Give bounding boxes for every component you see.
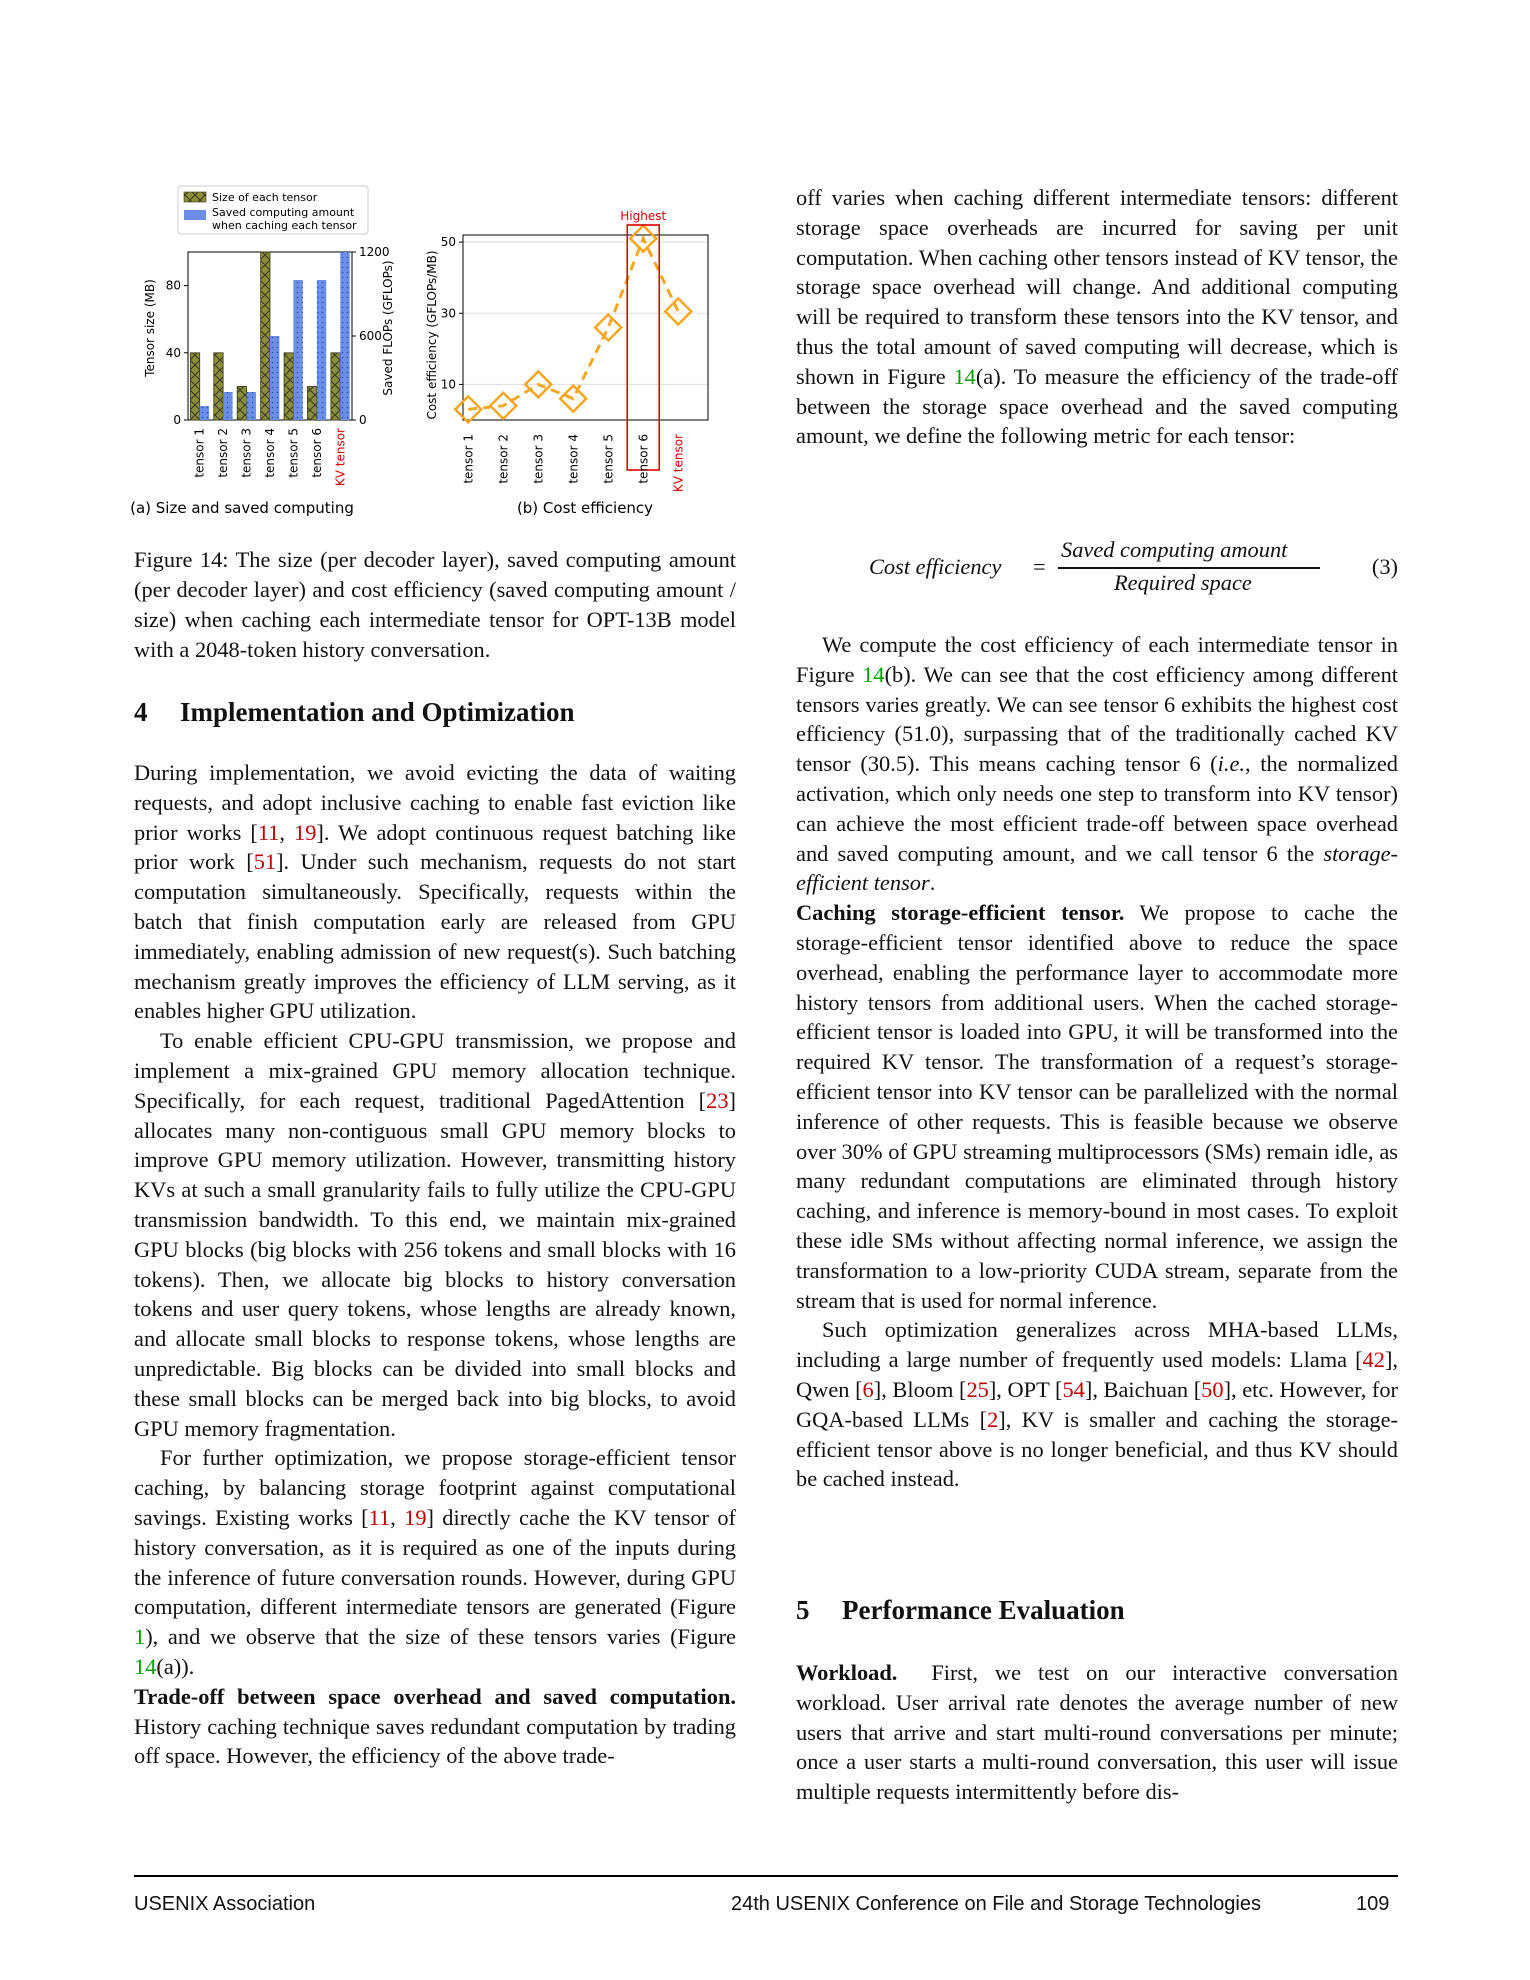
citation-link[interactable]: 2 [987,1406,999,1432]
chart-a-bars [190,252,349,420]
figure-link[interactable]: 14 [953,363,976,389]
chart-b-ticks [441,235,686,492]
size-bar-hatch [190,353,199,420]
left-column [134,758,736,1771]
tradeoff-heading: Trade-off between space overhead and saved computation. [134,1683,736,1709]
citation-link[interactable]: 50 [1201,1376,1224,1402]
section-5-number: 5 [796,1595,810,1625]
flops-bar-dots [270,336,279,420]
paragraph-r3: Such optimization generalizes across MHA-based LLMs, including a large number of frequently used models: Llama [42], Qwen [6], Bloom [25], OPT [54], Baichuan [50], etc. However, for GQA-based LLMs [2], KV is smaller and caching the storage-efficient tensor above is no longer beneficial, and thus KV should be cached instead. [796,1317,1399,1492]
chart-a [130,186,395,517]
section-4-number: 4 [134,697,148,727]
citation-link[interactable]: 19 [404,1504,427,1530]
x-tick-label: tensor 2 [216,428,231,478]
series-line [468,239,678,410]
x-tick-label: tensor 1 [192,428,207,478]
data-point [595,315,621,341]
x-tick-label: tensor 1 [461,434,476,484]
flops-bar-dots [223,392,232,420]
citation-link[interactable]: 19 [294,819,317,845]
flops-bar-dots [247,392,256,420]
y-tick-label: 40 [165,345,181,360]
legend-label: Size of each tensor [212,191,318,204]
x-tick-label: KV tensor [333,428,348,487]
section-5-title: Performance Evaluation [842,1595,1125,1625]
figure-link[interactable]: 14 [134,1653,157,1679]
size-bar-hatch [214,353,223,420]
equation-numerator: Saved computing amount [1061,537,1288,562]
x-tick-label: tensor 6 [309,428,324,478]
citation-link[interactable]: 23 [706,1087,729,1113]
equation-denominator: Required space [1114,570,1252,595]
x-tick-label: tensor 4 [566,434,581,484]
y-tick-label: 80 [165,278,181,293]
flops-bar-dots [340,252,349,420]
citation-link[interactable]: 11 [257,819,280,845]
chart-b-ylabel: Cost efficiency (GFLOPs/MB) [425,250,439,420]
x-tick-label: tensor 5 [286,428,301,478]
size-bar-hatch [331,353,340,420]
chart-b-frame [463,235,708,420]
size-bar-hatch [237,386,246,420]
paragraph-s4-3: For further optimization, we propose storage-efficient tensor caching, by balancing storage footprint against computational savings. Existing works [11, 19] directly cache the KV tensor of history conversation, as it is required as one of the inputs during the inference of future conversation rounds. However, during GPU computation, different intermediate tensors are generated (Figure 1), and we observe that the size of these tensors varies (Figure 14(a)). [134,1445,736,1679]
equation-number: (3) [1371,554,1398,579]
x-tick-label: KV tensor [671,434,686,493]
section-4-title: Implementation and Optimization [180,697,575,727]
paragraph-r2: We compute the cost efficiency of each intermediate tensor in Figure 14(b). We can see that the cost efficiency among different tensors varies greatly. We can see tensor 6 exhibits the highest cost efficiency (51.0), surpassing that of the traditionally cached KV tensor (30.5). This means caching tensor 6 (i.e., the normalized activation, which only needs one step to transform into KV tensor) can achieve the most efficient trade-off between space overhead and saved computing amount, and we call tensor 6 the storage-efficient tensor. [796,632,1398,896]
paragraph-s4-2: To enable efficient CPU-GPU transmission, we propose and implement a mix-grained GPU memory allocation technique. Specifically, for each request, traditional PagedAttention [23] allocates many non-contiguous small GPU memory blocks to improve GPU memory utilization. However, transmitting history KVs at such a small granularity fails to fully utilize the CPU-GPU transmission bandwidth. To this end, we maintain mix-grained GPU blocks (big blocks with 256 tokens and small blocks with 16 tokens). Then, we allocate big blocks to history conversation tokens and user query tokens, whose lengths are already known, and allocate small blocks to response tokens, whose lengths are unpredictable. Big blocks can be divided into small blocks and these small blocks can be merged back into big blocks, to avoid GPU memory fragmentation. [134,1028,736,1441]
equation-3 [796,533,1398,603]
paragraph-s4-1: During implementation, we avoid evicting the data of waiting requests, and adopt inclusive caching to enable fast eviction like prior works [11, 19]. We adopt continuous request batching like prior work [51]. Under such mechanism, requests do not start computation simultaneously. Specifically, requests within the batch that finish computation early are released from GPU immediately, enabling admission of new request(s). Such batching mechanism greatly improves the efficiency of LLM serving, as it enables higher GPU utilization. [134,760,736,1024]
citation-link[interactable]: 25 [966,1376,989,1402]
chart-a-ylabel: Tensor size (MB) [143,279,157,377]
equation-equals: = [1033,554,1046,579]
workload-paragraph: Workload. First, we test on our interactive conversation workload. User arrival rate denotes the average number of new users that arrive and start multi-round conversations per minute; once a user starts a multi-round conversation, this user will issue multiple requests intermittently before dis- [796,1660,1398,1805]
paragraph-r1: off varies when caching different intermediate tensors: different storage space overheads are incurred for saving per unit computation. When caching other tensors instead of KV tensor, the storage space overhead will change. And additional computing will be required to transform these tensors into the KV tensor, and thus the total amount of saved computing will decrease, which is shown in Figure 14(a). To measure the efficiency of the trade-off between the storage space overhead and the saved computing amount, we define the following metric for each tensor: [796,185,1398,449]
figure-link[interactable]: 14 [862,661,885,687]
right-column-body [796,630,1398,1494]
flops-bar-dots [200,406,209,420]
y-tick-label: 30 [440,306,456,321]
subcaption-a: (a) Size and saved computing [130,499,354,517]
citation-link[interactable]: 54 [1062,1376,1085,1402]
figure-14 [130,180,740,525]
chart-b-axes [463,235,708,420]
y2-tick-label: 0 [359,413,367,427]
equation-lhs: Cost efficiency [869,554,1002,579]
legend-swatch-size-hatch [184,192,206,202]
flops-bar-dots [317,280,326,420]
highest-annotation: Highest [620,209,667,223]
right-column-top [796,183,1398,451]
highlight-box [627,225,659,470]
citation-link[interactable]: 6 [862,1376,874,1402]
chart-b [425,209,708,517]
workload-heading: Workload. [796,1660,898,1685]
y-tick-label: 50 [440,235,456,250]
footer-center: 24th USENIX Conference on File and Storage Technologies [731,1893,1261,1915]
fraction-bar [1058,567,1320,569]
flops-bar-dots [293,280,302,420]
y2-tick-label: 600 [359,329,382,343]
size-bar-hatch [261,252,270,420]
citation-link[interactable]: 51 [253,849,277,875]
y-tick-label: 10 [440,377,456,392]
y2-tick-label: 1200 [359,245,390,259]
size-bar-hatch [284,353,293,420]
section-4-heading [134,697,575,728]
x-tick-label: tensor 6 [636,434,651,484]
legend-label: when caching each tensor [212,219,357,232]
figure-link[interactable]: 1 [134,1624,146,1650]
y-tick-label: 0 [173,413,181,427]
x-tick-label: tensor 5 [601,434,616,484]
citation-link[interactable]: 42 [1362,1347,1385,1373]
chart-a-y2label: Saved FLOPs (GFLOPs) [381,260,395,396]
x-tick-label: tensor 3 [239,428,254,478]
paragraph-caching: Caching storage-efficient tensor. We propose to cache the storage-efficient tensor identified above to reduce the space overhead, enabling the performance layer to accommodate more history tensors from additional users. When the cached storage-efficient tensor is loaded into GPU, it will be transformed into the required KV tensor. The transformation of a request’s storage-efficient tensor into KV tensor can be parallelized with the normal inference of other requests. This is feasible because we observe over 30% of GPU streaming multiprocessors (SMs) remain idle, as many redundant computations are eliminated through history caching, and inference is memory-bound in most cases. To exploit these idle SMs without affecting normal inference, we assign the transformation to a low-priority CUDA stream, separate from the stream that is used for normal inference. [796,900,1398,1313]
x-tick-label: tensor 4 [263,428,277,478]
legend-label: Saved computing amount [212,206,355,219]
x-tick-label: tensor 3 [531,434,546,484]
data-point [665,298,691,324]
legend-swatch-flops [184,210,206,220]
figure-caption: Figure 14: The size (per decoder layer), saved computing amount (per decoder layer) and cost efficiency (saved computing amount / size) when caching each intermediate tensor for OPT-13B model with a 2048-token history conversation. [134,547,736,662]
x-tick-label: tensor 2 [496,434,511,484]
footer-rule [134,1875,1398,1877]
citation-link[interactable]: 11 [368,1504,391,1530]
page-number: 109 [1356,1893,1390,1915]
subcaption-b: (b) Cost efficiency [516,499,654,517]
chart-b-line [455,209,691,470]
section-5-heading [796,1595,1125,1626]
footer-left: USENIX Association [134,1893,316,1915]
caching-heading: Caching storage-efficient tensor. [796,900,1125,926]
size-bar-hatch [307,386,316,420]
paragraph-tradeoff: Trade-off between space overhead and saved computation. History caching technique saves redundant computation by trading off space. However, the efficiency of the above trade- [134,1683,736,1769]
chart-a-legend [178,186,368,234]
